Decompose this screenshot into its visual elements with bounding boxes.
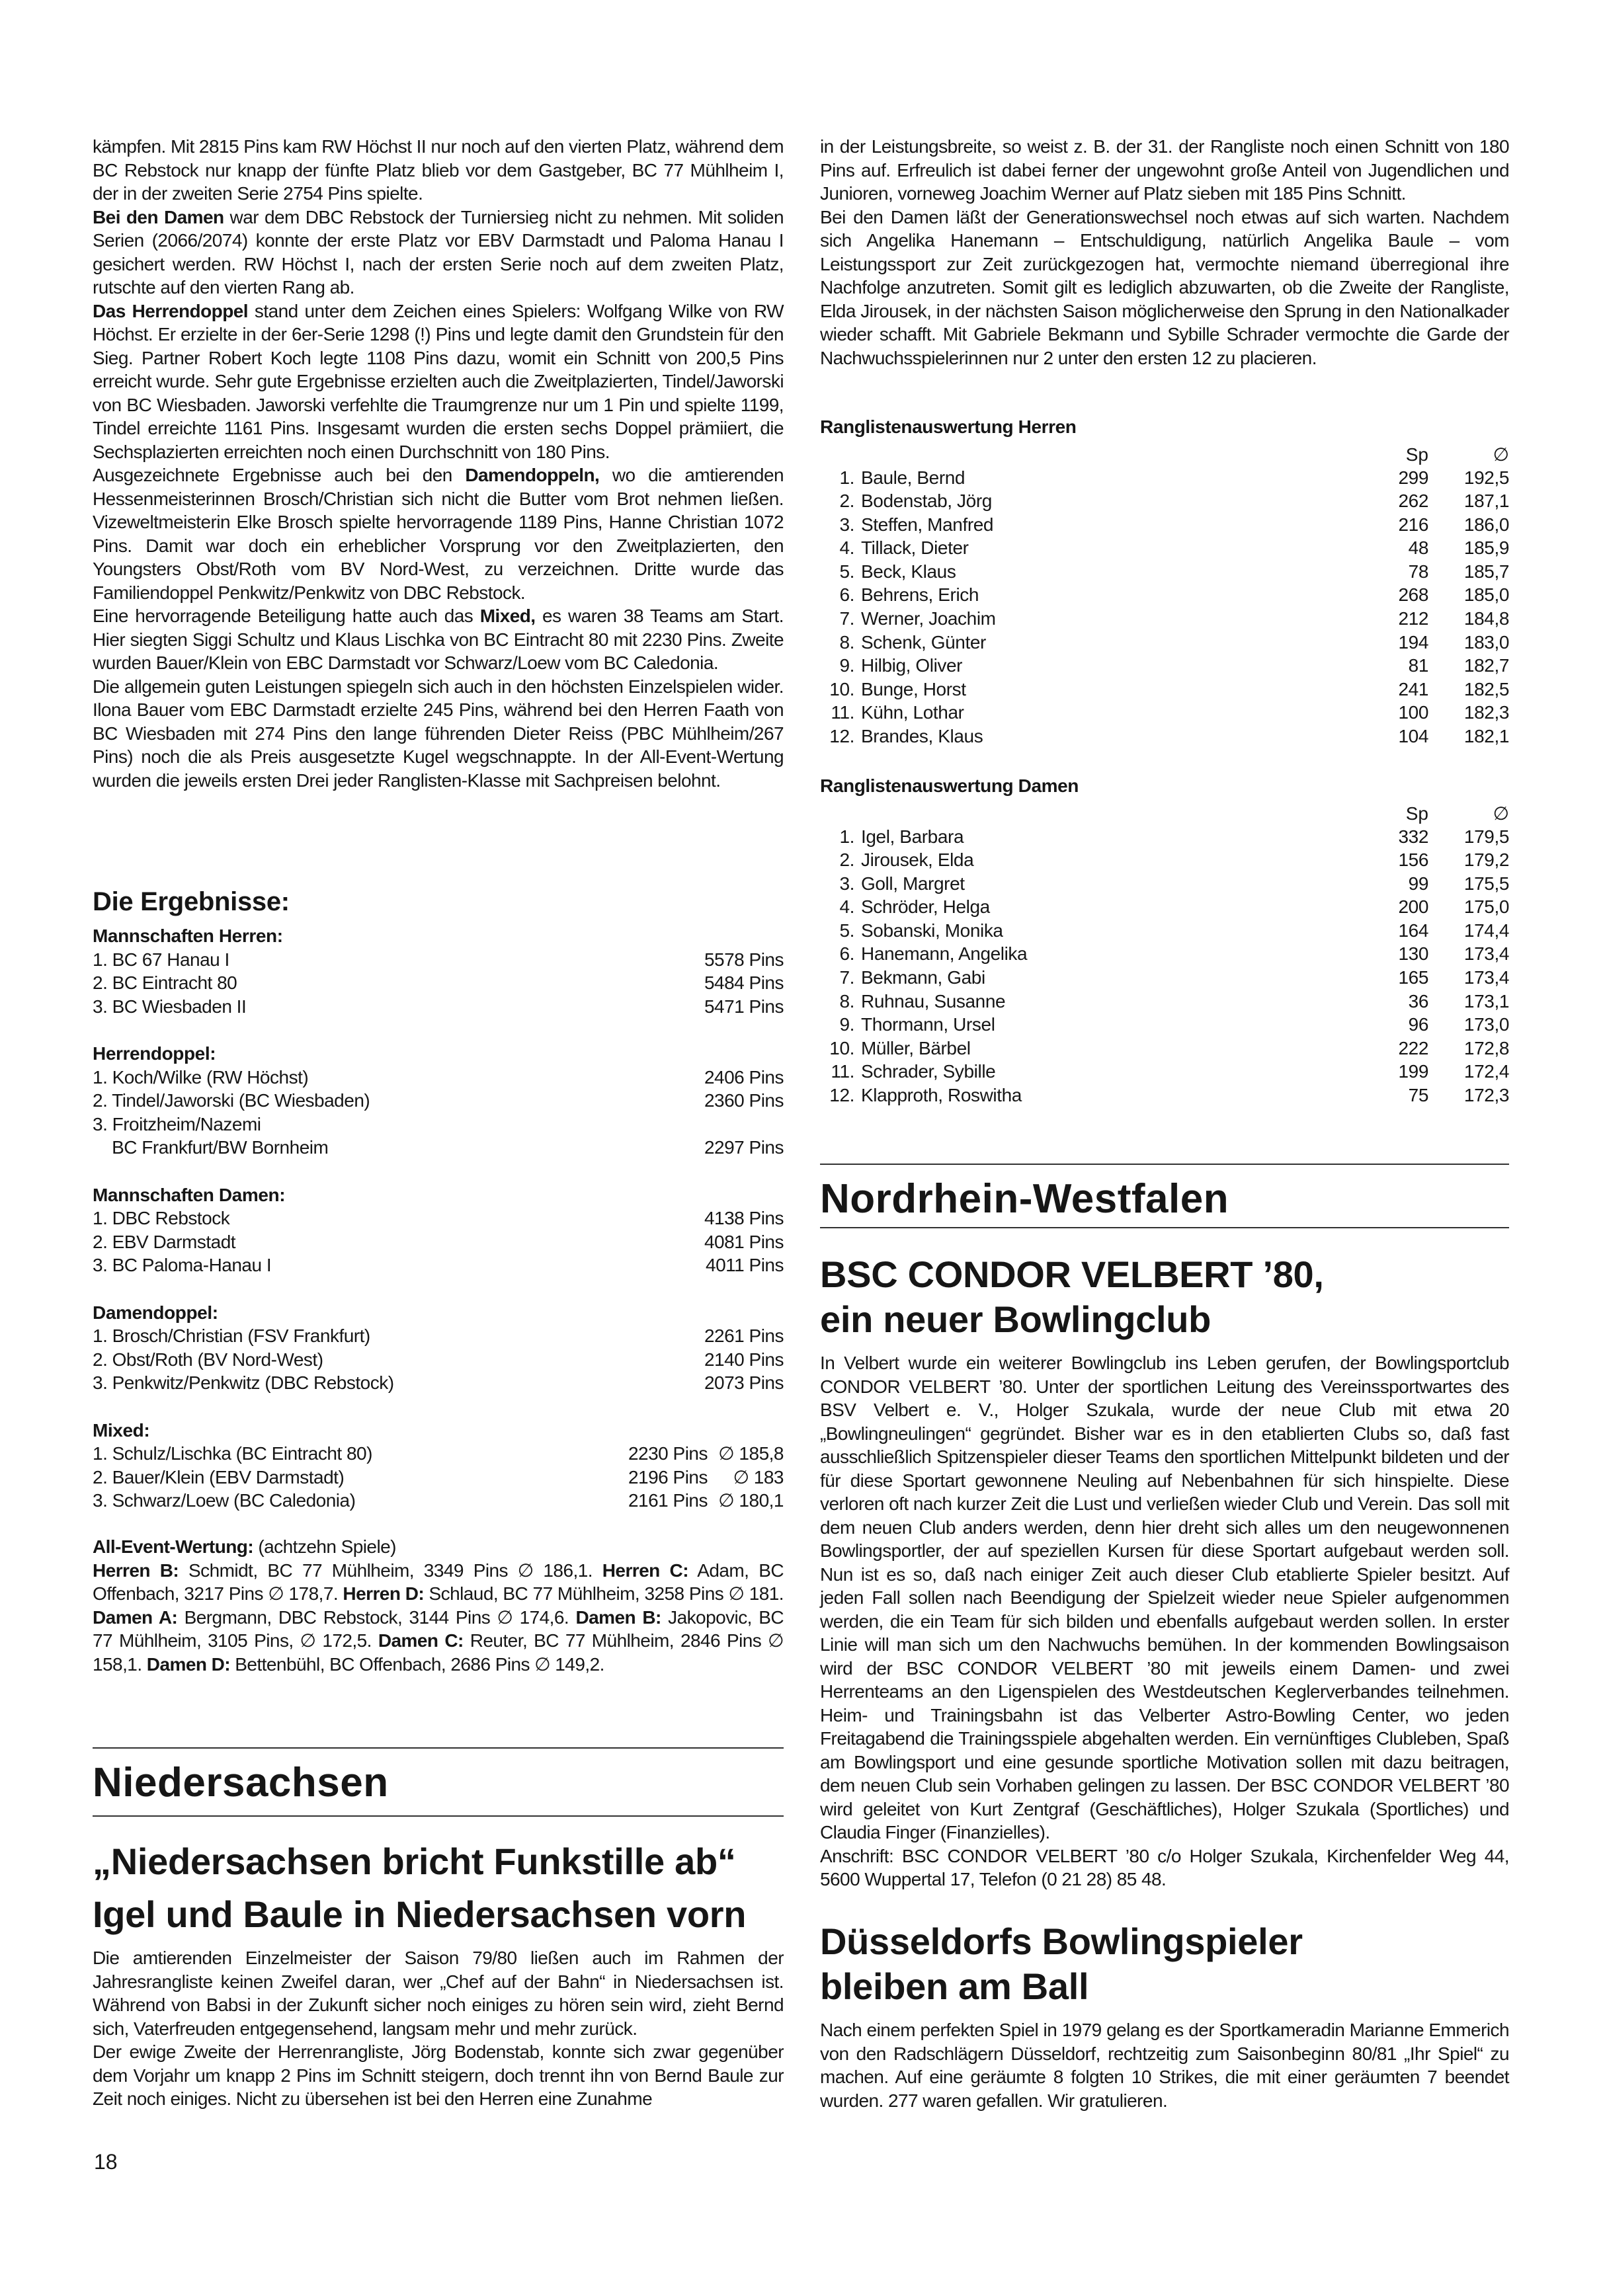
paragraph: kämpfen. Mit 2815 Pins kam RW Höchst II nur noch auf den vierten Platz, während dem BC Rebstock nur knapp der fünfte Platz blieb vor dem Gastgeber, BC 77 Mühlheim I, der in der zweiten Serie 2754 Pins spielte. bbox=[93, 136, 784, 204]
result-group-mixed bbox=[93, 1419, 784, 1513]
result-name: 2. Tindel/Jaworski (BC Wiesbaden) bbox=[93, 1090, 370, 1111]
average: 173,4 bbox=[1463, 967, 1509, 988]
rank-number: 5. bbox=[839, 920, 854, 941]
average: 179,5 bbox=[1463, 826, 1509, 847]
player-name: Bekmann, Gabi bbox=[861, 967, 985, 988]
result-pins: 5484 Pins bbox=[704, 972, 784, 993]
result-group bbox=[93, 1301, 784, 1395]
paragraph: in der Leistungsbreite, so weist z. B. der 31. der Rangliste noch einen Schnitt von 180 Pins auf. Erfreulich ist dabei ferner der ungewohnt große Anteil von Jugendlichen und Junioren, vorneweg Joachim Werner auf Platz sieben mit 185 Pins Schnitt. bbox=[820, 136, 1509, 204]
ranking-row bbox=[820, 560, 1509, 584]
average: 185,0 bbox=[1463, 584, 1509, 606]
result-row bbox=[93, 1253, 784, 1277]
article-niedersachsen bbox=[93, 1946, 784, 2111]
lead-in: All-Event-Wertung: bbox=[93, 1536, 254, 1557]
games-count: 96 bbox=[1408, 1014, 1428, 1035]
games-count: 165 bbox=[1398, 967, 1428, 988]
ranking-row bbox=[820, 701, 1509, 725]
average: 173,4 bbox=[1463, 943, 1509, 965]
class-result: Adam, BC Offenbach, 3217 Pins ∅ 178,7. bbox=[93, 1560, 784, 1604]
player-name: Baule, Bernd bbox=[861, 467, 966, 488]
class-result: Jakopovic, BC 77 Mühlheim, 3105 Pins, ∅ 172,5. bbox=[93, 1606, 784, 1651]
text: es waren 38 Teams am Start. Hier siegten Siggi Schultz und Klaus Lischka von BC Eintracht 80 mit 2230 Pins. Zweite wurden Bauer/Klein von EBC Darmstadt vor Schwarz/Loew vom BC Caledonia. bbox=[93, 606, 784, 673]
ranking-row bbox=[820, 1060, 1509, 1084]
ranking-row bbox=[820, 825, 1509, 849]
keyword: Mixed, bbox=[479, 606, 536, 626]
average: 173,1 bbox=[1463, 990, 1509, 1011]
games-count: 262 bbox=[1398, 491, 1428, 512]
ranking-row bbox=[820, 1084, 1509, 1107]
player-name: Goll, Margret bbox=[861, 873, 965, 894]
lead-in: Das Herrendoppel bbox=[93, 300, 249, 321]
ranking-title: Ranglistenauswertung Damen bbox=[820, 775, 1079, 796]
note: (achtzehn Spiele) bbox=[253, 1536, 396, 1557]
result-group bbox=[93, 1042, 784, 1160]
result-row bbox=[93, 1230, 784, 1254]
average: 172,8 bbox=[1463, 1037, 1509, 1058]
result-name: 1. Koch/Wilke (RW Höchst) bbox=[93, 1066, 309, 1088]
result-name: BC Frankfurt/BW Bornheim bbox=[93, 1137, 329, 1158]
games-count: 212 bbox=[1398, 608, 1428, 629]
result-name: 3. Froitzheim/Nazemi bbox=[93, 1113, 261, 1134]
ranking-row bbox=[820, 942, 1509, 966]
games-count: 199 bbox=[1398, 1061, 1428, 1082]
article-niedersachsen-continued bbox=[820, 135, 1509, 370]
player-name: Jirousek, Elda bbox=[861, 850, 974, 871]
rank-number: 7. bbox=[839, 967, 854, 988]
average: 183,0 bbox=[1463, 631, 1509, 653]
rank-number: 3. bbox=[839, 873, 854, 894]
text: Eine hervorragende Beteiligung hatte auch das bbox=[93, 606, 480, 626]
column-header-average: ∅ bbox=[1493, 444, 1509, 465]
result-row bbox=[93, 1324, 784, 1348]
player-name: Ruhnau, Susanne bbox=[861, 990, 1006, 1011]
rank-number: 11. bbox=[831, 1061, 854, 1082]
paragraph: Anschrift: BSC CONDOR VELBERT ’80 c/o Holger Szukala, Kirchenfelder Weg 44, 5600 Wuppertal 17, Telefon (0 21 28) 85 48. bbox=[820, 1845, 1509, 1889]
page-number: 18 bbox=[94, 2150, 118, 2174]
result-name: 1. DBC Rebstock bbox=[93, 1208, 230, 1228]
player-name: Thormann, Ursel bbox=[861, 1014, 995, 1035]
games-count: 78 bbox=[1408, 561, 1428, 582]
class-label: Herren B: bbox=[93, 1560, 179, 1581]
result-pins: 4011 Pins bbox=[706, 1255, 784, 1275]
result-pins: 2406 Pins bbox=[704, 1066, 784, 1088]
games-count: 81 bbox=[1408, 655, 1428, 676]
ranking-row bbox=[820, 895, 1509, 919]
player-name: Igel, Barbara bbox=[861, 826, 964, 847]
result-row bbox=[93, 1089, 784, 1113]
player-name: Bunge, Horst bbox=[861, 678, 966, 699]
games-count: 99 bbox=[1408, 873, 1428, 894]
rank-number: 8. bbox=[839, 631, 854, 653]
result-group bbox=[93, 1183, 784, 1277]
ranking-row bbox=[820, 631, 1509, 654]
result-row bbox=[93, 948, 784, 972]
average: 192,5 bbox=[1463, 467, 1509, 488]
games-count: 200 bbox=[1398, 896, 1428, 918]
ranking-damen bbox=[820, 774, 1509, 1107]
class-result: Schmidt, BC 77 Mühlheim, 3349 Pins ∅ 186,1. bbox=[179, 1560, 602, 1581]
paragraph bbox=[93, 463, 784, 604]
games-count: 216 bbox=[1398, 514, 1428, 535]
result-pins: 2196 Pins bbox=[628, 1466, 708, 1487]
rank-number: 11. bbox=[831, 702, 854, 723]
results-heading: Die Ergebnisse: bbox=[93, 887, 290, 916]
games-count: 104 bbox=[1398, 726, 1428, 747]
paragraph: Die allgemein guten Leistungen spiegeln sich auch in den höchsten Einzelspielen wider. Ilona Bauer vom EBC Darmstadt erzielte 245 Pins, während bei den Herren Faath von BC Wiesbaden mit 274 Pins den lange führenden Dieter Reiss (PBC Mühlheim/267 Pins) noch die als Preis ausgesetzte Kugel wegschnappte. In der All-Event-Wertung wurden die jeweils ersten Drei jeder Ranglisten-Klasse mit Sachpreisen belohnt. bbox=[93, 676, 784, 791]
rank-number: 5. bbox=[839, 561, 854, 582]
ranking-row bbox=[820, 1037, 1509, 1060]
headline-niedersachsen bbox=[93, 1839, 784, 1937]
result-name: 3. BC Wiesbaden II bbox=[93, 996, 247, 1017]
headline-line: BSC CONDOR VELBERT ’80, bbox=[820, 1253, 1324, 1295]
column-header-games: Sp bbox=[1405, 803, 1428, 824]
player-name: Schenk, Günter bbox=[861, 631, 986, 653]
average: 179,2 bbox=[1463, 850, 1509, 871]
all-event-body bbox=[93, 1559, 784, 1677]
rank-number: 2. bbox=[839, 491, 854, 512]
result-average: ∅ 183 bbox=[733, 1466, 784, 1487]
games-count: 222 bbox=[1398, 1037, 1428, 1058]
paragraph: Der ewige Zweite der Herrenrangliste, Jörg Bodenstab, konnte sich zwar gegenüber dem Vorjahr um knapp 2 Pins im Schnitt steigern, doch trennt ihn von Bernd Baule zur Zeit noch einiges. Nicht zu übersehen ist bei den Herren eine Zunahme bbox=[93, 2041, 784, 2109]
result-pins: 5471 Pins bbox=[704, 996, 784, 1017]
ranking-row bbox=[820, 489, 1509, 513]
rank-number: 6. bbox=[839, 584, 854, 606]
ranking-row bbox=[820, 725, 1509, 748]
games-count: 299 bbox=[1398, 467, 1428, 488]
player-name: Klapproth, Roswitha bbox=[861, 1085, 1022, 1106]
text: war dem DBC Rebstock der Turniersieg nicht zu nehmen. Mit soliden Serien (2066/2074) konnte der erste Platz vor EBV Darmstadt und Paloma Hanau I gesichert werden. RW Höchst I, nach der ersten Serie noch auf dem zweiten Platz, rutschte auf den vierten Rang ab. bbox=[93, 206, 784, 297]
paragraph: Bei den Damen läßt der Generationswechsel noch etwas auf sich warten. Nachdem sich Angelika Hanemann – Entschuldigung, natürlich Angelika Baule – vom Leistungssport zur Zeit zurückgezogen hat, vermochte niemand überregional ihre Nachfolge anzutreten. Somit gilt es lediglich abzuwarten, ob die Zweite der Rangliste, Elda Jirousek, in der nächsten Saison möglicherweise den Sprung in den Nationalkader wieder schafft. Mit Gabriele Bekmann und Sybille Schrader vermochte die Garde der Nachwuchsspielerinnen nur 2 unter den ersten 12 zu placieren. bbox=[820, 206, 1509, 368]
headline-line: „Niedersachsen bricht Funkstille ab“ bbox=[93, 1841, 736, 1882]
divider bbox=[93, 1815, 784, 1817]
player-name: Brandes, Klaus bbox=[861, 726, 983, 747]
result-row bbox=[93, 1348, 784, 1372]
headline-line: Düsseldorfs Bowlingspieler bbox=[820, 1920, 1303, 1962]
result-name: 3. Schwarz/Loew (BC Caledonia) bbox=[93, 1490, 356, 1511]
average: 172,3 bbox=[1463, 1085, 1509, 1106]
rank-number: 10. bbox=[829, 678, 854, 699]
article-duesseldorf bbox=[820, 2018, 1509, 2112]
ranking-header bbox=[820, 802, 1509, 825]
average: 187,1 bbox=[1463, 491, 1509, 512]
class-label: Damen D: bbox=[146, 1653, 231, 1675]
average: 182,5 bbox=[1463, 678, 1509, 699]
player-name: Schröder, Helga bbox=[861, 896, 990, 918]
average: 184,8 bbox=[1463, 608, 1509, 629]
headline-duesseldorf bbox=[820, 1919, 1509, 2009]
class-label: Damen A: bbox=[93, 1606, 178, 1628]
text: wo die amtierenden Hessenmeisterinnen Brosch/Christian sich nicht die Butter vom Brot nehmen ließen. Vizeweltmeisterin Elke Brosch spielte hervorragende 1189 Pins, Hanne Christian 1072 Pins. Damit war doch ein erheblicher Vorsprung vor den Zweitplazierten, den Youngsters Obst/Roth vom BV Nord-West, zu verzeichnen. Dritte wurde das Familiendoppel Penkwitz/Penkwitz von DBC Rebstock. bbox=[93, 465, 784, 603]
ranking-row bbox=[820, 872, 1509, 896]
all-event-title bbox=[93, 1535, 784, 1559]
ranking-row bbox=[820, 583, 1509, 607]
ranking-row bbox=[820, 848, 1509, 872]
class-label: Herren D: bbox=[343, 1583, 425, 1604]
player-name: Steffen, Manfred bbox=[861, 514, 994, 535]
class-result: Schlaud, BC 77 Mühlheim, 3258 Pins ∅ 181. bbox=[424, 1583, 784, 1604]
average: 182,7 bbox=[1463, 655, 1509, 676]
average: 182,1 bbox=[1463, 726, 1509, 747]
result-pins: 2140 Pins bbox=[704, 1349, 784, 1370]
result-pins: 2360 Pins bbox=[704, 1090, 784, 1111]
column-header-average: ∅ bbox=[1493, 803, 1509, 824]
games-count: 164 bbox=[1398, 920, 1428, 941]
games-count: 156 bbox=[1398, 850, 1428, 871]
result-row bbox=[93, 1207, 784, 1230]
result-row bbox=[93, 1371, 784, 1395]
games-count: 75 bbox=[1408, 1085, 1428, 1106]
result-row bbox=[93, 971, 784, 995]
rank-number: 9. bbox=[839, 1014, 854, 1035]
ranking-row bbox=[820, 1013, 1509, 1037]
section-title-nrw: Nordrhein-Westfalen bbox=[820, 1176, 1229, 1222]
divider bbox=[93, 1747, 784, 1749]
average: 185,7 bbox=[1463, 561, 1509, 582]
ranking-row bbox=[820, 990, 1509, 1013]
rank-number: 1. bbox=[839, 467, 854, 488]
average: 175,5 bbox=[1463, 873, 1509, 894]
result-name: 2. BC Eintracht 80 bbox=[93, 972, 237, 993]
divider bbox=[820, 1164, 1509, 1165]
result-group bbox=[93, 924, 784, 1018]
player-name: Werner, Joachim bbox=[861, 608, 996, 629]
all-event-results bbox=[93, 1535, 784, 1676]
class-result: Reuter, BC 77 Mühlheim, 2846 Pins ∅ 158,1. bbox=[93, 1630, 784, 1675]
ranking-row bbox=[820, 536, 1509, 560]
result-group-title: Mannschaften Herren: bbox=[93, 926, 283, 946]
headline-line: ein neuer Bowlingclub bbox=[820, 1298, 1212, 1340]
ranking-rows bbox=[820, 466, 1509, 748]
section-title-niedersachsen: Niedersachsen bbox=[93, 1760, 389, 1805]
result-name: 1. Schulz/Lischka (BC Eintracht 80) bbox=[93, 1443, 372, 1464]
text: Ausgezeichnete Ergebnisse auch bei den bbox=[93, 465, 466, 485]
games-count: 268 bbox=[1398, 584, 1428, 606]
ranking-row bbox=[820, 607, 1509, 631]
result-pins: 2261 Pins bbox=[704, 1326, 784, 1346]
ranking-header bbox=[820, 443, 1509, 466]
rank-number: 12. bbox=[829, 1085, 854, 1106]
ranking-herren bbox=[820, 415, 1509, 748]
result-group-title: Mixed: bbox=[93, 1419, 150, 1441]
result-group-title: Herrendoppel: bbox=[93, 1043, 216, 1064]
result-pins: 4138 Pins bbox=[704, 1208, 784, 1228]
paragraph bbox=[93, 299, 784, 464]
class-label: Herren C: bbox=[602, 1560, 688, 1581]
class-result: Bettenbühl, BC Offenbach, 2686 Pins ∅ 149,2. bbox=[230, 1653, 604, 1675]
player-name: Schrader, Sybille bbox=[861, 1061, 996, 1082]
class-label: Damen B: bbox=[575, 1606, 661, 1628]
rank-number: 9. bbox=[839, 655, 854, 676]
article-condor bbox=[820, 1351, 1509, 1891]
result-row bbox=[93, 1466, 784, 1489]
result-group-title: Mannschaften Damen: bbox=[93, 1184, 286, 1205]
ranking-row bbox=[820, 966, 1509, 990]
result-row bbox=[93, 1113, 784, 1136]
result-pins: 4081 Pins bbox=[704, 1231, 784, 1252]
rank-number: 7. bbox=[839, 608, 854, 629]
result-pins: 2230 Pins bbox=[628, 1443, 708, 1464]
player-name: Bodenstab, Jörg bbox=[861, 491, 992, 512]
average: 173,0 bbox=[1463, 1014, 1509, 1035]
average: 175,0 bbox=[1463, 896, 1509, 918]
games-count: 194 bbox=[1398, 631, 1428, 653]
result-row bbox=[93, 1136, 784, 1160]
paragraph: Die amtierenden Einzelmeister der Saison 79/80 ließen auch im Rahmen der Jahresrangliste keinen Zweifel daran, wer „Chef auf der Bahn“ in Niedersachsen ist. Während von Babsi in der Zukunft sicher noch einiges zu hören sein wird, zieht Bernd sich, Vaterfreuden entgegensehend, langsam mehr und mehr zurück. bbox=[93, 1948, 784, 2039]
games-count: 241 bbox=[1398, 678, 1428, 699]
average: 182,3 bbox=[1463, 702, 1509, 723]
rank-number: 3. bbox=[839, 514, 854, 535]
player-name: Behrens, Erich bbox=[861, 584, 979, 606]
rank-number: 12. bbox=[829, 726, 854, 747]
result-row bbox=[93, 1489, 784, 1513]
player-name: Hilbig, Oliver bbox=[861, 655, 963, 676]
text: stand unter dem Zeichen eines Spielers: Wolfgang Wilke von RW Höchst. Er erzielte in der 6er-Serie 1298 (!) Pins und legte damit den Grundstein für den Sieg. Partner Robert Koch legte 1108 Pins dazu, womit ein Schnitt von 200,5 Pins erreicht wurde. Sehr gute Ergebnisse erzielten auch die Zweitplazierten, Tindel/Jaworski von BC Wiesbaden. Jaworski verfehlte die Traumgrenze nur um 1 Pin und spielte 1199, Tindel erreichte 1161 Pins. Insgesamt wurden die ersten sechs Doppel prämiiert, die Sechsplazierten erreichten noch einen Durchschnitt von 180 Pins. bbox=[93, 300, 784, 462]
rank-number: 1. bbox=[839, 826, 854, 847]
headline-line: Igel und Baule in Niedersachsen vorn bbox=[93, 1893, 747, 1935]
result-name: 3. Penkwitz/Penkwitz (DBC Rebstock) bbox=[93, 1372, 394, 1393]
average: 172,4 bbox=[1463, 1061, 1509, 1082]
average: 185,9 bbox=[1463, 537, 1509, 559]
ranking-row bbox=[820, 678, 1509, 701]
result-pins: 2073 Pins bbox=[704, 1372, 784, 1393]
ranking-row bbox=[820, 466, 1509, 490]
headline-condor bbox=[820, 1252, 1509, 1342]
player-name: Müller, Bärbel bbox=[861, 1037, 971, 1058]
paragraph bbox=[93, 206, 784, 299]
result-name: 2. EBV Darmstadt bbox=[93, 1231, 236, 1252]
paragraph: Nach einem perfekten Spiel in 1979 gelang es der Sportkameradin Marianne Emmerich von den Radschlägern Düsseldorf, rechtzeitig zum Saisonbeginn 80/81 „Ihr Spiel“ zu machen. Auf eine geräumte 8 folgten 10 Strikes, die mit einer geräumten 7 beendet wurden. 277 waren gefallen. Wir gratulieren. bbox=[820, 2020, 1509, 2111]
ranking-title: Ranglistenauswertung Herren bbox=[820, 416, 1077, 437]
result-name: 1. Brosch/Christian (FSV Frankfurt) bbox=[93, 1326, 370, 1346]
headline-line: bleiben am Ball bbox=[820, 1965, 1089, 2007]
average: 186,0 bbox=[1463, 514, 1509, 535]
games-count: 48 bbox=[1408, 537, 1428, 559]
rank-number: 6. bbox=[839, 943, 854, 965]
lead-in: Bei den Damen bbox=[93, 206, 224, 227]
ranking-rows bbox=[820, 825, 1509, 1107]
result-row bbox=[93, 995, 784, 1019]
result-pins: 2297 Pins bbox=[704, 1137, 784, 1158]
keyword: Damendoppeln, bbox=[465, 465, 600, 485]
ranking-row bbox=[820, 919, 1509, 943]
rank-number: 4. bbox=[839, 537, 854, 559]
result-name: 3. BC Paloma-Hanau I bbox=[93, 1255, 272, 1275]
result-row bbox=[93, 1442, 784, 1466]
player-name: Kühn, Lothar bbox=[861, 702, 964, 723]
class-label: Damen C: bbox=[378, 1630, 464, 1651]
result-name: 2. Obst/Roth (BV Nord-West) bbox=[93, 1349, 323, 1370]
result-average: ∅ 185,8 bbox=[718, 1443, 784, 1464]
ranking-row bbox=[820, 513, 1509, 537]
games-count: 332 bbox=[1398, 826, 1428, 847]
games-count: 130 bbox=[1398, 943, 1428, 965]
divider bbox=[820, 1227, 1509, 1228]
rank-number: 2. bbox=[839, 850, 854, 871]
result-pins: 5578 Pins bbox=[704, 949, 784, 970]
paragraph bbox=[93, 604, 784, 675]
result-average: ∅ 180,1 bbox=[718, 1490, 784, 1511]
rank-number: 8. bbox=[839, 990, 854, 1011]
result-name: 2. Bauer/Klein (EBV Darmstadt) bbox=[93, 1466, 345, 1487]
player-name: Tillack, Dieter bbox=[861, 537, 969, 559]
article-hessen-continued bbox=[93, 135, 784, 792]
player-name: Beck, Klaus bbox=[861, 561, 956, 582]
player-name: Sobanski, Monika bbox=[861, 920, 1003, 941]
class-result: Bergmann, DBC Rebstock, 3144 Pins ∅ 174,6. bbox=[177, 1606, 576, 1628]
column-header-games: Sp bbox=[1405, 444, 1428, 465]
player-name: Hanemann, Angelika bbox=[861, 943, 1028, 965]
result-row bbox=[93, 1066, 784, 1089]
result-group-title: Damendoppel: bbox=[93, 1302, 218, 1323]
ranking-row bbox=[820, 654, 1509, 678]
average: 174,4 bbox=[1463, 920, 1509, 941]
result-name: 1. BC 67 Hanau I bbox=[93, 949, 229, 970]
result-pins: 2161 Pins bbox=[628, 1490, 708, 1511]
games-count: 36 bbox=[1408, 990, 1428, 1011]
rank-number: 4. bbox=[839, 896, 854, 918]
paragraph: In Velbert wurde ein weiterer Bowlingclub ins Leben gerufen, der Bowlingsportclub CONDOR VELBERT ’80. Unter der sportlichen Leitung des Vereinssportwartes des BSV Velbert e. V., Holger Szukala, wurde der neue Club mit etwa 20 „Bowlingneulingen“ gegründet. Bisher war es in den etablierten Clubs so, daß fast ausschließlich Spitzenspieler dieser Teams den sportlichen Mittelpunkt bildeten und der für diese Sportart gewonnene Neuling auf Nebenbahnen für sich hinspielte. Diese verloren oft nach kurzer Zeit die Lust und verließen wieder Club und Verein. Das soll mit dem neuen Club anders werden, denn hier dreht sich alles um den neugewonnenen Bowlingsportler, der auf speziellen Kursen für diese Sportart aufgebaut werden soll. Nun ist es so, daß nach einiger Zeit auch dieser Club etablierte Spieler besitzt. Auf jeden Fall sollen nach Beendigung der Spielzeit wieder neue Spieler aufgenommen werden, die ein Team für sich bilden und ebenfalls aufgebaut werden sollen. In erster Linie will man sich um den Nachwuchs bemühen. In der kommenden Bowlingsaison wird der BSC CONDOR VELBERT ’80 mit jeweils einem Damen- und zwei Herrenteams an den Ligenspielen des Westdeutschen Keglerverbandes teilnehmen. Heim- und Trainingsbahn ist das Velberter Astro-Bowling Center, wo jeden Freitagabend die Trainingsspiele abgehalten werden. Ein vernünftiges Clubleben, Spaß am Bowlingsport und eine gesunde sportliche Motivation sollen mit dazu beitragen, dem neuen Club sein Vorhaben gelingen zu lassen. Der BSC CONDOR VELBERT ’80 wird geleitet von Kurt Zentgraf (Geschäftliches), Holger Szukala (Sportliches) und Claudia Finger (Finanzielles). bbox=[820, 1353, 1509, 1842]
rank-number: 10. bbox=[829, 1037, 854, 1058]
results-lists bbox=[93, 924, 784, 1513]
games-count: 100 bbox=[1398, 702, 1428, 723]
